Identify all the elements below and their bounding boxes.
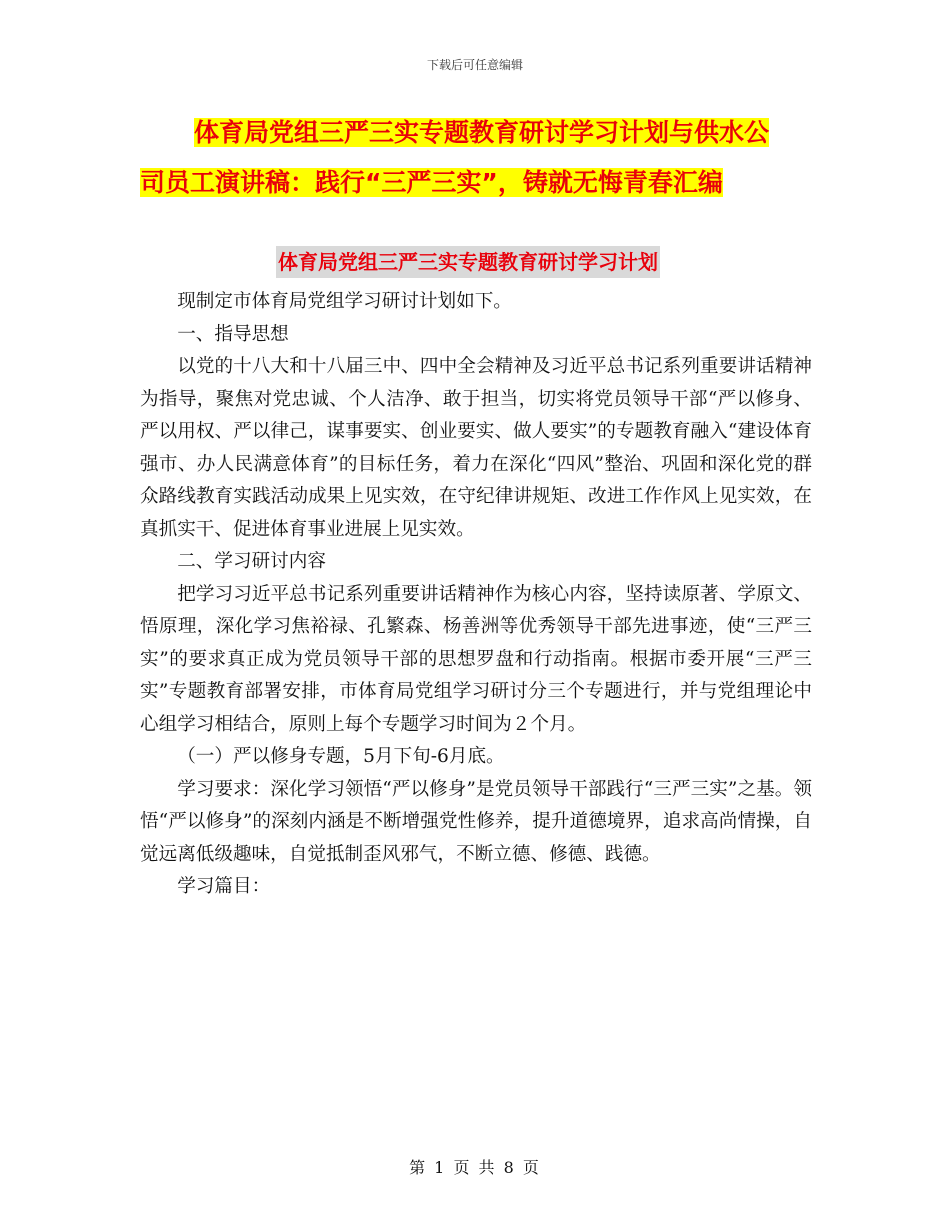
paragraph-study-list: 学习篇目： xyxy=(177,876,271,897)
paragraph-guiding-thought: 以党的十八大和十八届三中、四中全会精神及习近平总书记系列重要讲话精神为指导，聚焦对党忠诚、个人洁净、敢于担当，切实将党员领导干部“严以修身、严以用权、严以律己，谋事要实、创业要实、做人要实”的专题教育融入“建设体育强市、办人民满意体育”的目标任务，着力在深化“四风”整治、巩固和深化党的群众路线教育实践活动成果上见实效，在守纪律讲规矩、改进工作作风上见实效，在真抓实干、促进体育事业进展上见实效。 xyxy=(140,356,812,540)
header-note: 下载后可任意编辑 xyxy=(426,58,523,72)
document-title-line-2 xyxy=(140,158,830,208)
document-title xyxy=(140,108,830,208)
paragraph-study-content: 把学习习近平总书记系列重要讲话精神作为核心内容，坚持读原著、学原文、悟原理，深化学习焦裕禄、孔繁森、杨善洲等优秀领导干部先进事迹，使“三严三实”的要求真正成为党员领导干部的思想罗盘和行动指南。根据市委开展“三严三实”专题教育部署安排，市体育局党组学习研讨分三个专题进行，并与党组理论中心组学习相结合，原则上每个专题学习时间为２个月。 xyxy=(140,583,812,735)
paragraph-study-requirements: 学习要求：深化学习领悟“严以修身”是党员领导干部践行“三严三实”之基。领悟“严以修身”的深刻内涵是不断增强党性修养，提升道德境界，追求高尚情操，自觉远离低级趣味，自觉抵制歪风邪气，不断立德、修德、践德。 xyxy=(140,778,812,865)
body-text xyxy=(140,286,812,904)
title-highlight-2: 司员工演讲稿：践行“三严三实”，铸就无悔青春汇编 xyxy=(140,168,723,197)
page-number: 第 1 页 共 8 页 xyxy=(409,1158,541,1177)
heading-guiding-thought: 一、指导思想 xyxy=(177,323,289,345)
title-highlight-1: 体育局党组三严三实专题教育研讨学习计划与供水公 xyxy=(194,118,770,147)
heading-study-content: 二、学习研讨内容 xyxy=(177,551,326,572)
document-title-line-1 xyxy=(140,108,830,158)
section-title: 体育局党组三严三实专题教育研讨学习计划 xyxy=(276,246,660,278)
subheading-topic-1: （一）严以修身专题，5月下旬-6月底。 xyxy=(177,746,505,767)
paragraph-intro: 现制定市体育局党组学习研讨计划如下。 xyxy=(177,291,512,312)
